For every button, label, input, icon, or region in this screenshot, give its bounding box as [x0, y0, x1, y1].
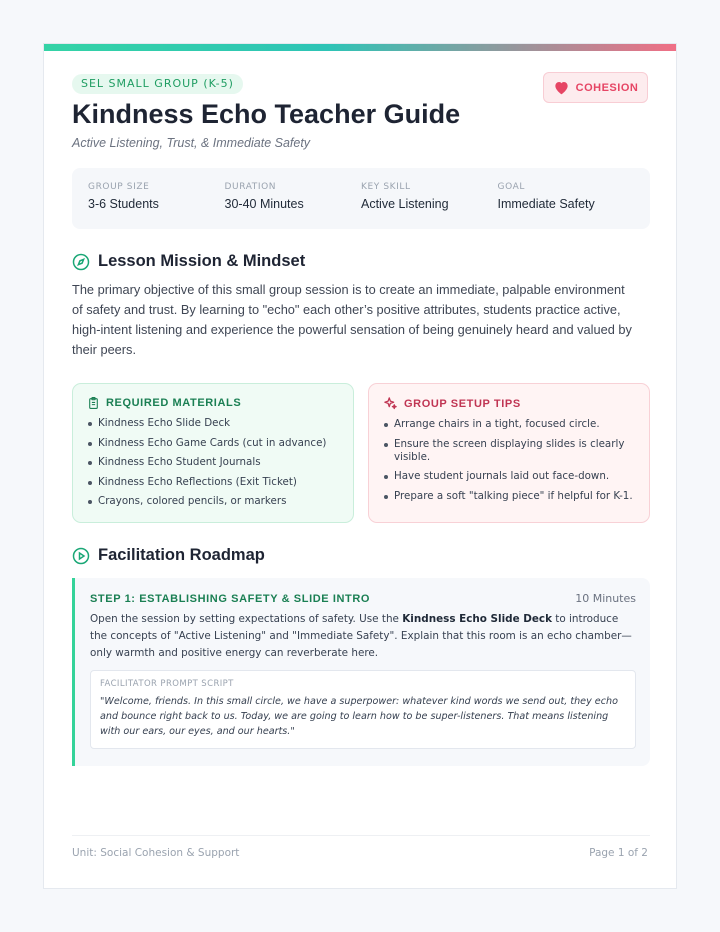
tips-title: GROUP SETUP TIPS	[404, 397, 521, 410]
tips-list	[383, 418, 635, 503]
list-item: Ensure the screen displaying slides is clearly visible.	[394, 438, 635, 464]
tag-label: COHESION	[575, 81, 639, 94]
footer-unit: Unit: Social Cohesion & Support	[72, 847, 240, 859]
prompt-script-box	[90, 670, 636, 749]
footer-page-number: Page 1 of 2	[589, 847, 648, 859]
stat-label: KEY SKILL	[361, 182, 411, 192]
list-item: Crayons, colored pencils, or markers	[98, 495, 339, 508]
script-label: FACILITATOR PROMPT SCRIPT	[100, 679, 234, 689]
compass-icon	[72, 253, 90, 271]
materials-title: REQUIRED MATERIALS	[106, 397, 242, 409]
stat-value: Active Listening	[361, 197, 449, 211]
mission-heading	[72, 252, 305, 271]
stat-value: 30-40 Minutes	[224, 197, 304, 211]
script-text: "Welcome, friends. In this small circle, we have a superpower: whatever kind words we send out, they echo and bounce right back to us. Today, we are going to learn how to be super-listeners. That means listening with our ears, our eyes, and our hearts."	[100, 696, 618, 737]
stat-value: 3-6 Students	[88, 197, 159, 211]
grade-badge: SEL SMALL GROUP (K-5)	[72, 74, 243, 94]
step-text: to introduce the concepts of "Active Listening" and "Immediate Safety". Explain that this room is an echo chamber—only warmth and positive energy can reverberate here.	[90, 613, 632, 659]
list-item: Prepare a soft "talking piece" if helpful for K-1.	[394, 490, 635, 503]
section-title: Lesson Mission & Mindset	[98, 252, 306, 270]
list-item: Kindness Echo Game Cards (cut in advance)	[98, 437, 339, 450]
stat-duration	[225, 182, 362, 229]
mission-paragraph: The primary objective of this small group session is to create an immediate, palpable environment of safety and trust. By learning to "echo" each other’s positive attributes, students practice active, high-intent listening and experience the powerful sensation of being genuinely heard and valued by their peers.	[72, 282, 632, 357]
page-title: Kindness Echo Teacher Guide	[72, 99, 461, 129]
list-item: Arrange chairs in a tight, focused circle.	[394, 418, 635, 431]
step-duration: 10 Minutes	[575, 592, 636, 605]
materials-heading	[87, 396, 339, 410]
list-item: Have student journals laid out face-down.	[394, 470, 635, 483]
footer-divider	[72, 835, 650, 836]
roadmap-heading	[72, 546, 265, 565]
slide-deck-reference: Kindness Echo Slide Deck	[402, 613, 552, 625]
stat-label: GROUP SIZE	[88, 182, 150, 192]
lesson-stats	[72, 168, 650, 229]
guide-page	[43, 43, 677, 889]
sparkles-icon	[383, 396, 398, 411]
accent-bar	[44, 44, 676, 51]
stat-group-size	[88, 182, 225, 229]
page-subtitle: Active Listening, Trust, & Immediate Safety	[72, 136, 311, 150]
step-title: STEP 1: ESTABLISHING SAFETY & SLIDE INTRO	[90, 592, 371, 605]
materials-box	[72, 383, 354, 523]
play-circle-icon	[72, 547, 90, 565]
list-item: Kindness Echo Student Journals	[98, 456, 339, 469]
list-item: Kindness Echo Reflections (Exit Ticket)	[98, 476, 339, 489]
stat-goal	[498, 182, 635, 229]
heart-icon	[553, 80, 570, 95]
materials-list	[87, 417, 339, 508]
stat-label: GOAL	[497, 182, 525, 192]
clipboard-icon	[87, 396, 100, 410]
section-title: Facilitation Roadmap	[98, 546, 265, 564]
step-text: Open the session by setting expectations of safety. Use the	[90, 613, 403, 625]
step-card	[72, 578, 650, 766]
step-description	[90, 611, 636, 662]
tips-heading	[383, 396, 635, 411]
stat-value: Immediate Safety	[497, 197, 595, 211]
tips-box	[368, 383, 650, 523]
step-header	[90, 592, 636, 605]
cohesion-tag	[543, 72, 648, 103]
stat-key-skill	[361, 182, 498, 229]
stat-label: DURATION	[224, 182, 277, 192]
list-item: Kindness Echo Slide Deck	[98, 417, 339, 430]
